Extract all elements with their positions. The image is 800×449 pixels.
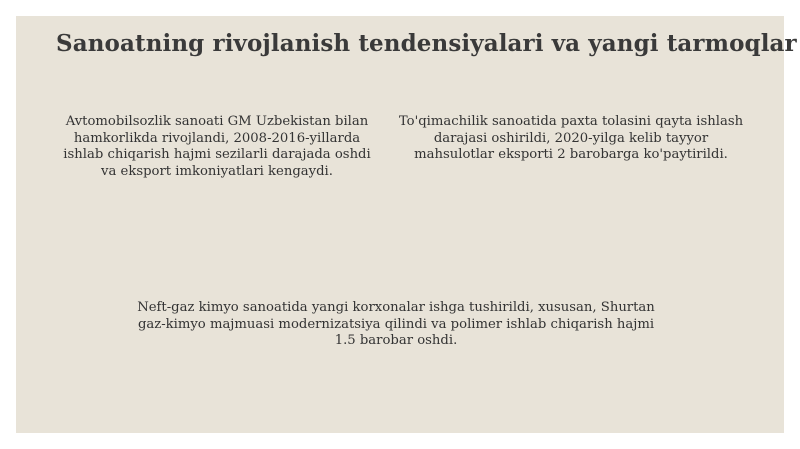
slide — [16, 16, 797, 433]
text-block-petrochemical: Neft-gaz kimyo sanoatida yangi korxonalar ishga tushirildi, xususan, Shurtan gaz-kimyo majmuasi modernizatsiya qilindi va polimer ishlab chiqarish hajmi 1.5 barobar oshdi. — [137, 300, 655, 349]
text-block-automotive: Avtomobilsozlik sanoati GM Uzbekistan bilan hamkorlikda rivojlandi, 2008-2016-yillarda ishlab chiqarish hajmi sezilarli darajada oshdi va eksport imkoniyatlari kengaydi. — [63, 114, 371, 179]
slide-title: Sanoatning rivojlanish tendensiyalari va yangi tarmoqlar — [56, 30, 797, 57]
text-block-textile: To'qimachilik sanoatida paxta tolasini qayta ishlash darajasi oshirildi, 2020-yilga kelib tayyor mahsulotlar eksporti 2 barobarga ko'paytirildi. — [398, 114, 744, 163]
